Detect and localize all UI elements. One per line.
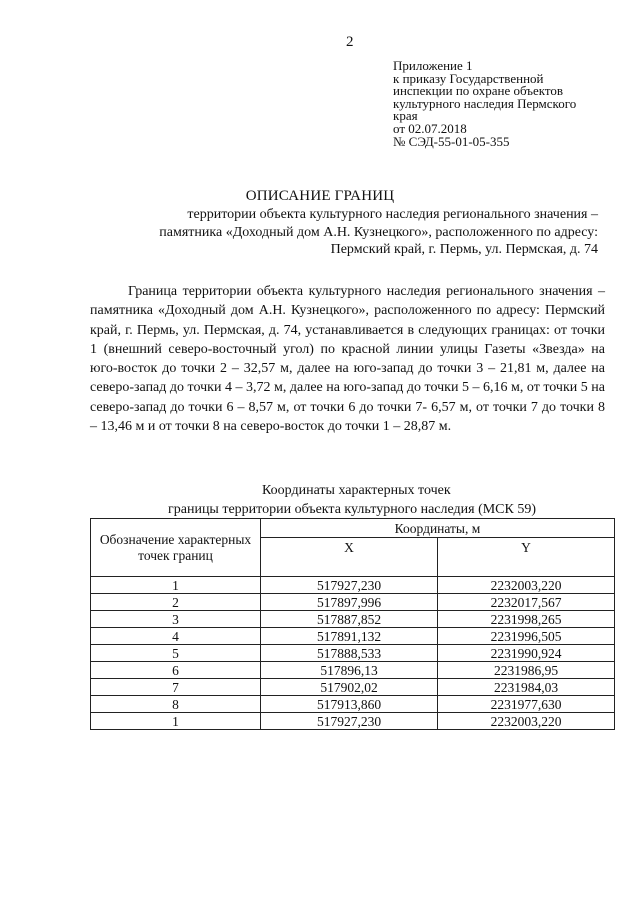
cell-point: 2 [91,594,261,611]
cell-point: 6 [91,662,261,679]
cell-x: 517902,02 [261,679,438,696]
table-row [91,696,615,713]
cell-point: 1 [91,577,261,594]
header-coordinates: Координаты, м [261,519,615,538]
subtitle-line: Пермский край, г. Пермь, ул. Пермская, д. 74 [330,242,598,257]
appendix-line: от 02.07.2018 [393,120,467,136]
appendix-line: Приложение 1 [393,58,473,73]
cell-point: 5 [91,645,261,662]
cell-x: 517897,996 [261,594,438,611]
cell-x: 517927,230 [261,577,438,594]
cell-x: 517891,132 [261,628,438,645]
table-caption-line1: Координаты характерных точек [262,483,451,498]
table-row [91,611,615,628]
cell-x: 517913,860 [261,696,438,713]
cell-x: 517888,533 [261,645,438,662]
cell-y: 2231990,924 [438,645,615,662]
cell-point: 3 [91,611,261,628]
table-row [91,628,615,645]
cell-x: 517927,230 [261,713,438,730]
table-row [91,594,615,611]
table-row [91,679,615,696]
subtitle-line: территории объекта культурного наследия регионального значения – [187,207,598,222]
cell-point: 8 [91,696,261,713]
coordinates-table [90,518,615,730]
table-row [91,713,615,730]
cell-x: 517896,13 [261,662,438,679]
cell-y: 2232017,567 [438,594,615,611]
document-subtitle [112,206,598,259]
cell-y: 2231986,95 [438,662,615,679]
appendix-line: края [393,108,418,124]
cell-point: 4 [91,628,261,645]
appendix-block [393,60,576,148]
table-row [91,645,615,662]
appendix-line: к приказу Государственной [393,70,544,86]
header-point-name: Обозначение характерных точек границ [91,519,261,577]
table-row [91,662,615,679]
table-row [91,577,615,594]
subtitle-line: памятника «Доходный дом А.Н. Кузнецкого», расположенного по адресу: [159,224,598,240]
cell-y: 2231998,265 [438,611,615,628]
cell-x: 517887,852 [261,611,438,628]
header-x: X [261,538,438,577]
cell-y: 2232003,220 [438,713,615,730]
cell-y: 2231984,03 [438,679,615,696]
table-caption-line2: границы территории объекта культурного наследия (МСК 59) [168,502,537,517]
page-number: 2 [346,34,354,50]
cell-y: 2231977,630 [438,696,615,713]
cell-point: 7 [91,679,261,696]
appendix-line: № СЭД-55-01-05-355 [393,133,510,149]
cell-y: 2232003,220 [438,577,615,594]
cell-point: 1 [91,713,261,730]
cell-y: 2231996,505 [438,628,615,645]
header-y: Y [438,538,615,577]
appendix-line: инспекции по охране объектов [393,83,564,99]
appendix-line: культурного наследия Пермского [393,95,577,111]
document-title: ОПИСАНИЕ ГРАНИЦ [245,188,395,204]
body-paragraph: Граница территории объекта культурного наследия регионального значения – памятника «Доходный дом А.Н. Кузнецкого», расположенного по адресу: Пермский край, г. Пермь, ул. Пермская, д. 74, устанавливается в следующих границах: от точки 1 (внешний северо-восточный угол) по красной линии улицы Газеты «Звезда» на юго-восток до точки 2 – 32,57 м, далее на юго-запад до точки 3 – 21,81 м, далее на северо-запад до точки 4 – 3,72 м, далее на юго-запад до точки 5 – 6,16 м, от точки 5 на северо-запад до точки 6 – 8,57 м, от точки 6 до точки 7- 6,57 м, от точки 7 до точки 8 – 13,46 м и от точки 8 на северо-восток до точки 1 – 28,87 м. [90,284,605,435]
